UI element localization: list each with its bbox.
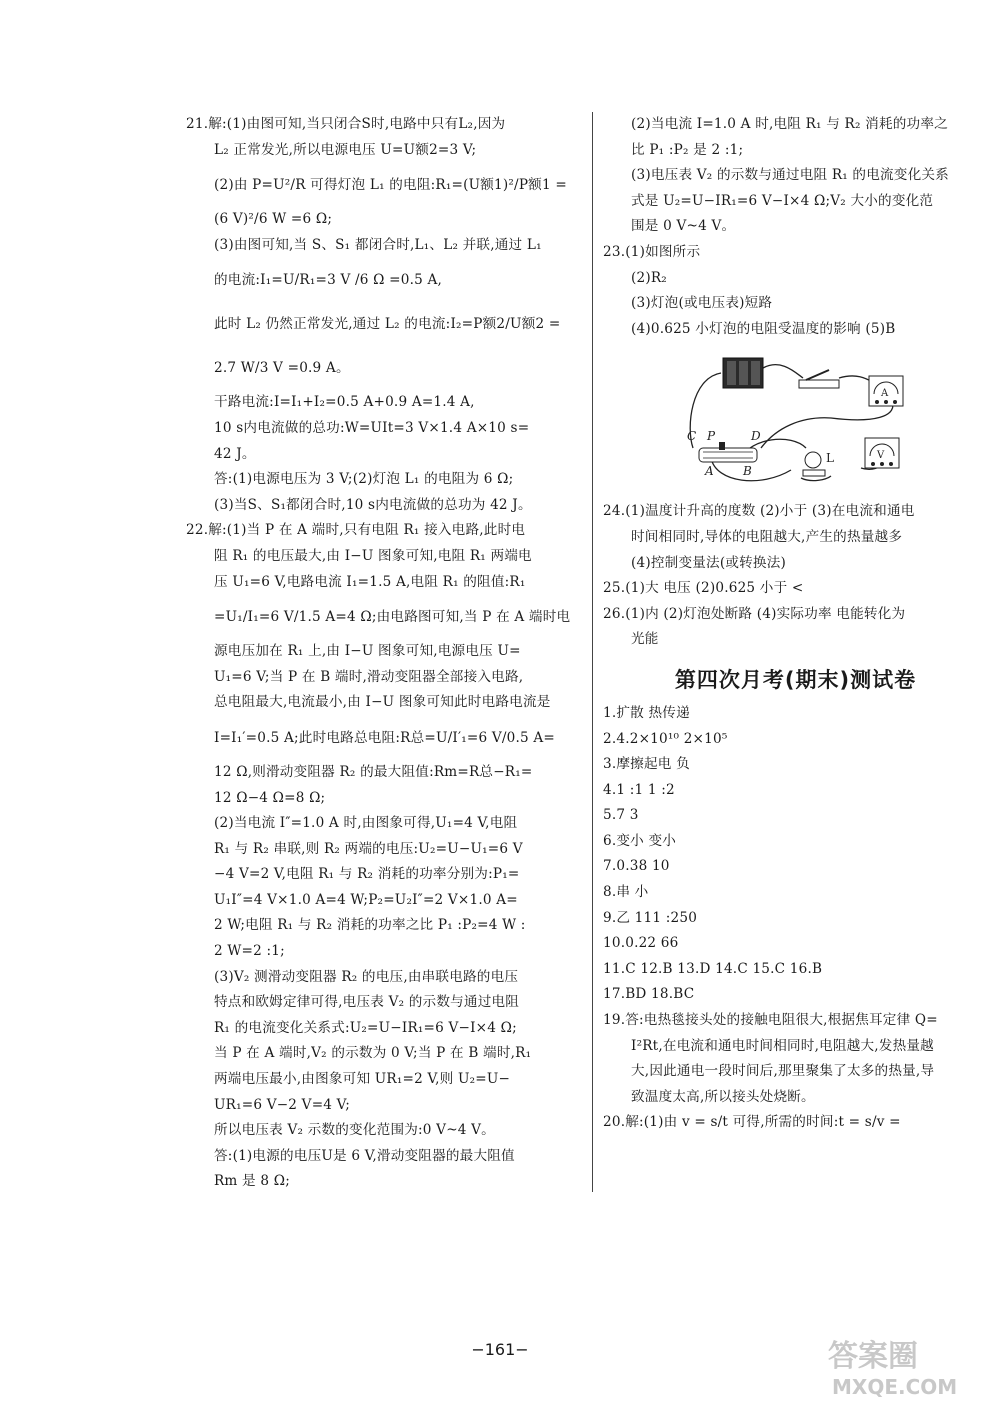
text-line: 10.0.22 66 (603, 935, 679, 952)
text-line: 11.C 12.B 13.D 14.C 15.C 16.B (603, 960, 823, 977)
text-line: 光能 (631, 631, 659, 648)
text-line: (3)由图可知,当 S、S₁ 都闭合时,L₁、L₂ 并联,通过 L₁ (214, 236, 542, 253)
text-line: UR₁=6 V−2 V=4 V; (214, 1096, 351, 1113)
text-line: 21.解:(1)由图可知,当只闭合S时,电路中只有L₂,因为 (186, 116, 506, 132)
section-title: 第四次月考(期末)测试卷 (674, 667, 917, 692)
text-line: 25.(1)大 电压 (2)0.625 小于 < (603, 580, 804, 597)
slider-p-label: P (707, 429, 716, 444)
text-line: 阻 R₁ 的电压最大,由 I−U 图象可知,电阻 R₁ 两端电 (214, 547, 532, 564)
text-line: (2)由 P=U²/R 可得灯泡 L₁ 的电阻:R₁=(U额1)²/P额1 = (214, 177, 567, 194)
text-line: 6.变小 变小 (603, 832, 677, 849)
text-line: 8.串 小 (603, 884, 649, 901)
rheostat-icon (687, 429, 761, 478)
text-line: 两端电压最小,由图象可知 UR₁=2 V,则 U₂=U− (214, 1071, 511, 1088)
text-line: L₂ 正常发光,所以电源电压 U=U额2=3 V; (214, 141, 477, 158)
text-line: 此时 L₂ 仍然正常发光,通过 L₂ 的电流:I₂=P额2/U额2 = (214, 316, 561, 333)
terminal-d-label: D (751, 429, 761, 444)
text-line: 源电压加在 R₁ 上,由 I−U 图象可知,电源电压 U= (214, 643, 521, 660)
text-line: 10 s内电流做的总功:W=UIt=3 V×1.4 A×10 s= (214, 419, 530, 436)
text-line: 2.7 W/3 V =0.9 A。 (214, 360, 350, 377)
text-line: 特点和欧姆定律可得,电压表 V₂ 的示数与通过电阻 (214, 994, 520, 1011)
text-line: 大,因此通电一段时间后,那里聚集了太多的热量,导 (631, 1063, 935, 1080)
text-line: 的电流:I₁=U/R₁=3 V /6 Ω =0.5 A, (214, 272, 442, 289)
watermark-top-text: 答案圈 (828, 1339, 918, 1374)
right-bottom-answers (603, 701, 988, 1136)
text-line: (3)电压表 V₂ 的示数与通过电阻 R₁ 的电流变化关系 (631, 167, 949, 184)
text-line: 围是 0 V~4 V。 (631, 218, 736, 235)
text-line: 19.答:电热毯接头处的接触电阻很大,根据焦耳定律 Q= (603, 1012, 938, 1029)
text-line: 24.(1)温度计升高的度数 (2)小于 (3)在电流和通电 (603, 503, 915, 520)
right-column (603, 112, 988, 1136)
terminal-c-label: C (687, 429, 697, 444)
text-line: 答:(1)电源电压为 3 V;(2)灯泡 L₁ 的电阻为 6 Ω; (214, 471, 514, 488)
text-line: 压 U₁=6 V,电路电流 I₁=1.5 A,电阻 R₁ 的阻值:R₁ (214, 573, 526, 590)
text-line: 答:(1)电源的电压U是 6 V,滑动变阻器的最大阻值 (214, 1147, 515, 1164)
text-line: (2)当电流 I=1.0 A 时,电阻 R₁ 与 R₂ 消耗的功率之 (631, 116, 948, 132)
ammeter-label: A (881, 388, 889, 400)
text-line: R₁ 与 R₂ 串联,则 R₂ 两端的电压:U₂=U−U₁=6 V (214, 840, 523, 857)
text-line: 5.7 3 (603, 807, 639, 824)
text-line: 2 W;电阻 R₁ 与 R₂ 消耗的功率之比 P₁ :P₂=4 W : (214, 917, 526, 934)
watermark-logo (818, 1330, 978, 1404)
terminal-b-label: B (743, 464, 752, 479)
text-line: (2)当电流 I″=1.0 A 时,由图象可得,U₁=4 V,电阻 (214, 815, 518, 832)
lamp-label: L (826, 451, 834, 466)
text-line: U₁=6 V;当 P 在 B 端时,滑动变阻器全部接入电路, (214, 668, 524, 685)
left-column (186, 112, 581, 1195)
text-line: 比 P₁ :P₂ 是 2 :1; (631, 141, 744, 158)
text-line: 4.1 :1 1 :2 (603, 781, 675, 798)
text-line: (3)当S、S₁都闭合时,10 s内电流做的总功为 42 J。 (214, 496, 532, 513)
text-line: I=I₁′=0.5 A;此时电路总电阻:R总=U/I′₁=6 V/0.5 A= (214, 729, 555, 746)
text-line: 26.(1)内 (2)灯泡处断路 (4)实际功率 电能转化为 (603, 605, 906, 622)
watermark-bottom-text: MXQE.COM (832, 1375, 958, 1399)
terminal-a-label: A (705, 464, 714, 479)
text-line: Rm 是 8 Ω; (214, 1173, 290, 1190)
text-line: 2 W=2 :1; (214, 943, 285, 960)
text-line: (3)V₂ 测滑动变阻器 R₂ 的电压,由串联电路的电压 (214, 968, 519, 985)
text-line: (4)控制变量法(或转换法) (631, 554, 787, 571)
text-line: =U₁/I₁=6 V/1.5 A=4 Ω;由电路图可知,当 P 在 A 端时电 (214, 609, 571, 626)
battery-icon (723, 358, 763, 388)
text-line: 20.解:(1)由 v = s/t 可得,所需的时间:t = s/v = (603, 1114, 901, 1131)
text-line: (6 V)²/6 W =6 Ω; (214, 211, 333, 228)
text-line: −4 V=2 V,电阻 R₁ 与 R₂ 消耗的功率分别为:P₁= (214, 866, 520, 883)
text-line: 3.摩擦起电 负 (603, 756, 690, 773)
text-line: 9.乙 111 :250 (603, 909, 698, 926)
text-line: 时间相同时,导体的电阻越大,产生的热量越多 (631, 528, 903, 545)
right-mid-answers (603, 499, 988, 653)
text-line: 22.解:(1)当 P 在 A 端时,只有电阻 R₁ 接入电路,此时电 (186, 522, 526, 539)
text-line: R₁ 的电流变化关系式:U₂=U−IR₁=6 V−I×4 Ω; (214, 1019, 517, 1036)
text-line: 总电阻最大,电流最小,由 I−U 图象可知此时电路电流是 (214, 694, 551, 711)
column-divider (592, 112, 593, 1192)
text-line: 12 Ω−4 Ω=8 Ω; (214, 789, 326, 806)
text-line: U₁I″=4 V×1.0 A=4 W;P₂=U₂I″=2 V×1.0 A= (214, 891, 518, 908)
switch-icon (799, 370, 839, 388)
text-line: 17.BD 18.BC (603, 986, 695, 1003)
circuit-diagram (681, 348, 911, 493)
page-number: −161− (471, 1340, 529, 1359)
text-line: 所以电压表 V₂ 示数的变化范围为:0 V~4 V。 (214, 1122, 495, 1139)
text-line: 23.(1)如图所示 (603, 243, 701, 260)
text-line: I²Rt,在电流和通电时间相同时,电阻越大,发热量越 (631, 1037, 934, 1054)
text-line: 致温度太高,所以接头处烧断。 (631, 1088, 815, 1105)
text-line: 7.0.38 10 (603, 858, 670, 875)
lamp-icon (803, 451, 834, 476)
text-line: 式是 U₂=U−IR₁=6 V−I×4 Ω;V₂ 大小的变化范 (631, 192, 934, 209)
voltmeter-label: V (877, 450, 885, 462)
text-line: 2.4.2×10¹⁰ 2×10⁵ (603, 730, 728, 747)
text-line: 42 J。 (214, 445, 256, 462)
text-line: 12 Ω,则滑动变阻器 R₂ 的最大阻值:Rm=R总−R₁= (214, 763, 533, 780)
text-line: (4)0.625 小灯泡的电阻受温度的影响 (5)B (631, 320, 896, 337)
ammeter-icon (869, 376, 903, 406)
text-line: 干路电流:I=I₁+I₂=0.5 A+0.9 A=1.4 A, (214, 394, 475, 411)
text-line: 1.扩散 热传递 (603, 704, 690, 721)
voltmeter-icon (865, 438, 899, 468)
right-top-answers (603, 112, 988, 342)
text-line: (2)R₂ (631, 269, 667, 286)
text-line: (3)灯泡(或电压表)短路 (631, 295, 773, 312)
text-line: 当 P 在 A 端时,V₂ 的示数为 0 V;当 P 在 B 端时,R₁ (214, 1045, 532, 1062)
